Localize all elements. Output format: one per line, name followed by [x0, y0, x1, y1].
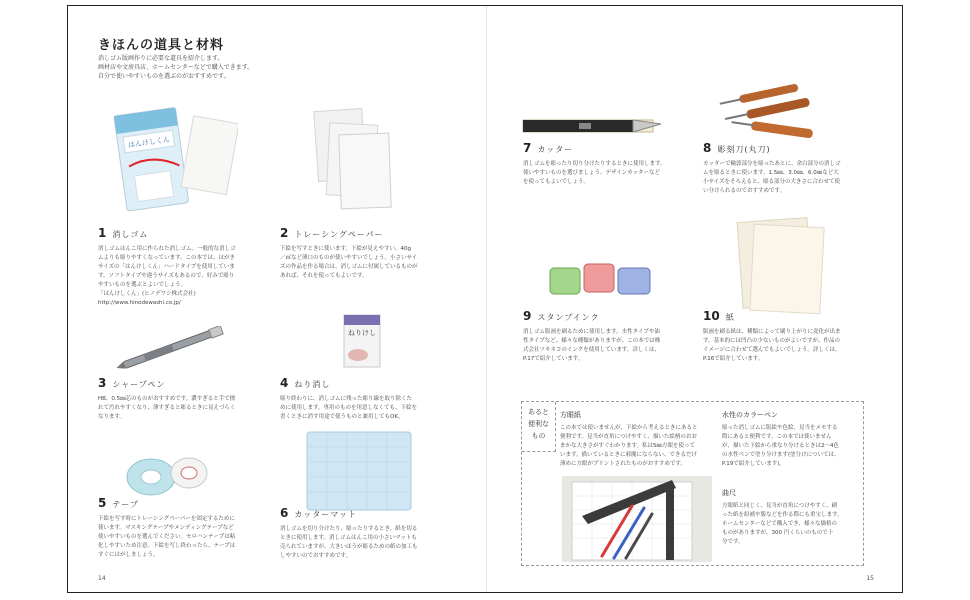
item-description: 消しゴム版画を刷るために使用します。水性タイプや油 性タイプなど、様々な種類がありますが、この本では株 式会社ツキネコのインクを使用しています。詳しくは、 P.17で紹介しています。 [523, 329, 661, 362]
item-description: 消しゴムを彫ったり切り分けたりするときに使用します。 使いやすいものを選びましょう。デザインカッターなど を使ってもよいでしょう。 [523, 161, 666, 185]
neri-brand-label: ねりけし [348, 329, 376, 337]
item-name: 紙 [725, 313, 735, 322]
item-number: 7 [523, 141, 532, 155]
intro-line: 消しゴム版画作りに必要な道具を紹介します。 [98, 55, 224, 62]
item-tracing-paper [280, 226, 470, 281]
item-number: 5 [98, 496, 107, 510]
item-number: 9 [523, 309, 532, 323]
item-kneaded-eraser [280, 376, 470, 422]
page-number-left: 14 [98, 575, 106, 582]
item-tape [98, 496, 278, 560]
item-carving-knife [703, 141, 878, 196]
item-number: 6 [280, 506, 289, 520]
item-number: 10 [703, 309, 720, 323]
useful-items-tag: あると 便利な もの [522, 402, 556, 452]
intro-line: 画材店や文房具店、ホームセンターなどで購入できます。 [98, 64, 254, 71]
intro-line: 自分で使いやすいものを選ぶのがおすすめです。 [98, 73, 230, 80]
stamp-ink-photo [546, 258, 656, 303]
intro-text [98, 54, 253, 81]
item-name: シャープペン [112, 380, 166, 389]
eraser-package-label: はんけしくん [127, 135, 171, 150]
mechanical-pencil-photo [113, 326, 233, 371]
item-description: カッターで輪郭部分を彫ったあとに、余白部分の消しゴ ムを彫るときに使います。1.5㎜、3.0㎜、6.0㎜など大 小サイズをそろえると、彫る部分の大きさに合わせて使 い分けられるのでおすすめです。 [703, 161, 841, 194]
item-cutter [523, 141, 693, 187]
item-description: 下絵を写す時にトレーシングペーパーを固定するために 使います。マスキングテープやメンディングテープなど 使いやすいものを選んでください。セロハンテープは粘 化しやすいため注意。下絵を写し終わったら、テープは すぐにはがしましょう。 [98, 516, 236, 558]
page-number-right: 15 [866, 575, 874, 582]
tip-title: 曲尺 [722, 489, 736, 497]
item-paper [703, 309, 878, 364]
item-description: 消しゴムはんこ用に作られた消しゴム。一般的な消しゴ ムよりも彫りやすくなっています。この本では、はがき サイズの「はんけしくん」ハードタイプを使用していま す。ソフトタイプや違うサイズもあるので、好みで彫り やすいものを選ぶとよいでしょう。 「はんけしくん」(ヒノデワシ株式会社) http://www.hinodewashi.co.jp/ [98, 246, 236, 306]
item-description: 下絵を写すときに使います。下絵が見えやすい、40g ／㎡など薄口のものが使いやすいでしょう。小さいサイ ズの作品を作る場合は、消しゴムに付属しているものが あれば、それを使ってもよいです。 [280, 246, 418, 279]
tip-graph-paper [560, 410, 710, 469]
tip-description: 方眼紙と同じく、見当が直角につけやすく、刷 った紙を紛補や版などを作る際にも重宝します。 ホームセンターなどで購入でき、様々な価格の ものがありますが、300 円くらいのもので十 分です。 [722, 503, 843, 545]
kneaded-eraser-photo [340, 311, 385, 371]
item-name: テープ [112, 500, 139, 509]
item-name: スタンプインク [537, 313, 600, 322]
carving-knife-photo [713, 84, 823, 144]
item-number: 4 [280, 376, 289, 390]
gutter [486, 6, 487, 592]
tape-photo [123, 451, 213, 501]
item-stamp-ink [523, 309, 693, 364]
paper-photo [732, 214, 832, 314]
tip-square-ruler [722, 488, 857, 547]
item-name: カッターマット [294, 510, 357, 519]
item-description: 消しゴムを切り分けたり、彫ったりするとき、紙を切る ときに使用します。消しゴムはんこ用の小さいマットも 売られていますが、大きいほうが彫るための紙の加工も しやすいのでおすすめです。 [280, 526, 418, 559]
tip-description: この本では使いませんが、下絵から考えるときにあると 便利です。見当が直角につけやすく、描いた絵柄のおお まかな大きさがすぐわかります。私は5㎜方眼を使って います。描いているときに邪魔にならない、できるだけ 薄めに方眼がプリントされたものがおすすめです。 [560, 425, 698, 467]
item-number: 8 [703, 141, 712, 155]
tracing-paper-photo [308, 104, 398, 214]
item-name: ねり消し [294, 380, 331, 389]
item-eraser [98, 226, 298, 308]
item-mechanical-pencil [98, 376, 278, 422]
item-number: 3 [98, 376, 107, 390]
cutting-mat-photo [304, 429, 414, 514]
tip-title: 水性のカラーペン [722, 411, 778, 419]
item-number: 2 [280, 226, 289, 240]
page-title: きほんの道具と材料 [98, 38, 225, 53]
cutter-photo [521, 114, 666, 138]
tip-description: 彫った消しゴムに版絵や色絵、見当をメモする 際にあると便利です。この本では使いません が、描いた下絵から重なり分けるときは2〜4色 の水性ペンで塗り分けます(塗分けについては、 P.19で紹介しています)。 [722, 425, 840, 467]
item-description: 版画を刷る紙は、種類によって刷り上がりに変化が出ま す。基本的には凹凸の少ないものがよいですが、作品の イメージに合わせて選んでもよいでしょう。詳しくは、 P.16で紹介しています。 [703, 329, 841, 362]
item-description: 彫り終わりに、消しゴムに残った彫り線を取り除くた めに使用します。専用のものを用意しなくても、下絵を 書くときに消す用途で使うものと兼用してもOK。 [280, 396, 418, 420]
item-name: 消しゴム [112, 230, 149, 239]
item-name: トレーシングペーパー [294, 230, 384, 239]
tip-title: 方眼紙 [560, 411, 581, 419]
item-description: HB、0.5㎜芯のものがおすすめです。濃すぎると手で擦 れて汚れやすくなり、薄すぎると彫るときに見えづらく なります。 [98, 396, 236, 420]
graph-paper-ruler-photo [562, 476, 712, 562]
item-name: カッター [537, 145, 574, 154]
eraser-photo [108, 101, 238, 216]
item-name: 彫刻刀(丸刀) [717, 145, 771, 154]
useful-items-box [521, 401, 864, 566]
item-number: 1 [98, 226, 107, 240]
tip-color-pen [722, 410, 857, 469]
book-spread [67, 5, 903, 593]
item-cutting-mat [280, 506, 470, 561]
